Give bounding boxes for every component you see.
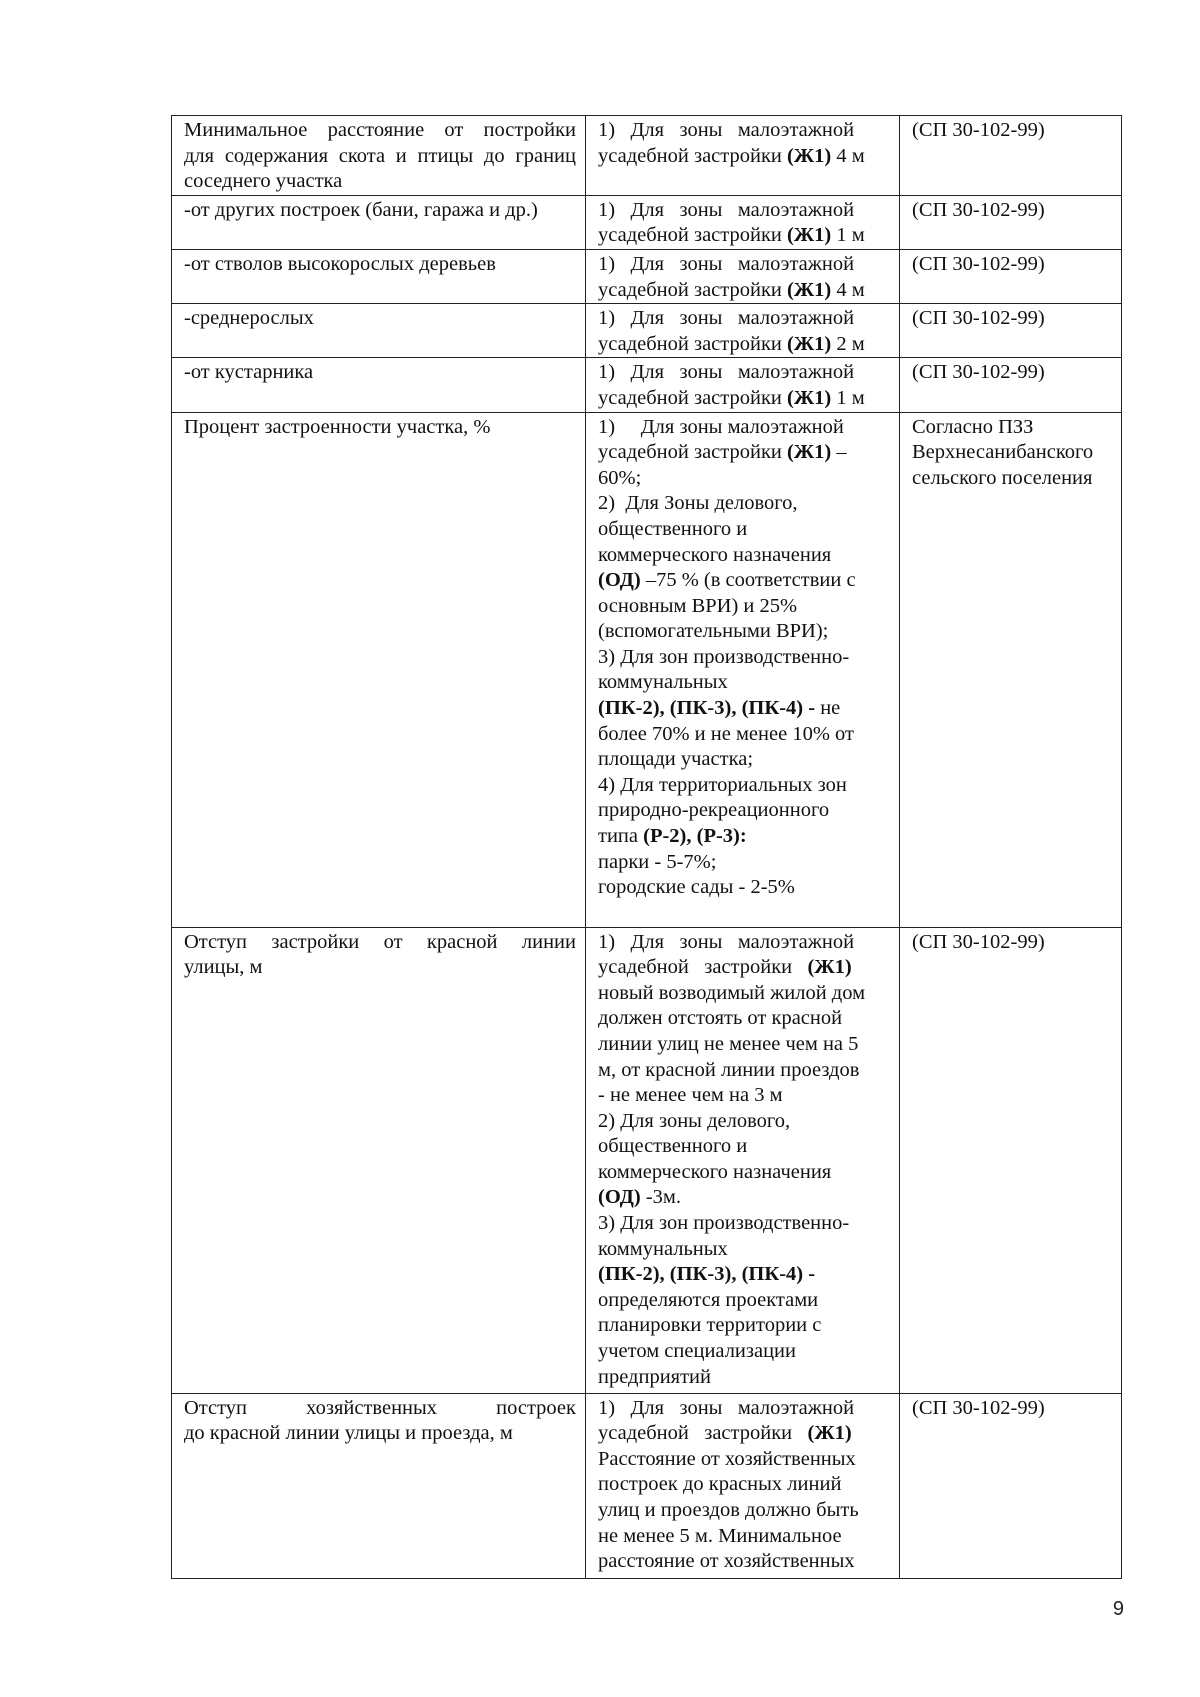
value-text: 1) Для зоны малоэтажной <box>598 307 855 330</box>
source-line: Верхнесанибанского <box>912 441 1094 464</box>
table-row <box>172 358 1122 412</box>
parameter-cell <box>172 358 586 412</box>
value-text: площади участка; <box>598 748 754 771</box>
source-line: сельского поселения <box>912 466 1093 489</box>
zone-code: (Ж1) <box>787 278 832 301</box>
source-line: (СП 30-102-99) <box>912 119 1045 141</box>
value-line <box>598 619 890 645</box>
value-text: типа <box>598 825 644 848</box>
value-line <box>598 1339 890 1365</box>
value-text: 2) Для зоны делового, <box>598 1109 791 1132</box>
value-text: 1) Для зоны малоэтажной <box>598 119 855 141</box>
zone-code: (Ж1) <box>787 441 832 464</box>
value-text: усадебной застройки <box>598 441 788 464</box>
value-text: должен отстоять от красной <box>598 1007 843 1030</box>
value-text: общественного и <box>598 517 748 540</box>
value-line <box>598 594 890 620</box>
value-line <box>598 415 890 441</box>
value-line <box>598 930 890 956</box>
value-text: 1) Для зоны малоэтажной <box>598 415 844 438</box>
value-line <box>598 1058 890 1084</box>
value-text: парки - 5-7%; <box>598 850 717 873</box>
value-text: 1) Для зоны малоэтажной <box>598 1396 855 1419</box>
parameter-cell <box>172 249 586 303</box>
value-text: городские сады - 2-5% <box>598 876 795 899</box>
source-cell <box>900 412 1122 927</box>
table-body <box>172 116 1122 1579</box>
value-line <box>598 1288 890 1314</box>
value-line <box>598 1549 890 1575</box>
parameter-line: Отступ хозяйственных построек <box>184 1396 576 1419</box>
zone-code: (Ж1) <box>787 332 832 355</box>
value-text: более 70% и не менее 10% от <box>598 722 854 745</box>
value-text: учетом специализации <box>598 1340 797 1363</box>
value-text: планировки территории с <box>598 1314 822 1337</box>
value-text: 3) Для зон производственно- <box>598 645 850 668</box>
source-line: (СП 30-102-99) <box>912 198 1045 221</box>
value-text: –75 % (в соответствии с <box>640 569 856 592</box>
value-text: усадебной застройки <box>598 278 788 301</box>
value-text: 1) Для зоны малоэтажной <box>598 252 855 275</box>
value-text: 1 м <box>831 386 865 409</box>
zone-code: (ПК-2), (ПК-3), (ПК-4) - <box>598 1263 816 1286</box>
value-line <box>598 440 890 466</box>
value-line <box>598 144 890 170</box>
parameter-cell <box>172 116 586 196</box>
parameter-line: для содержания скота и птицы до границ <box>184 144 576 167</box>
value-line <box>598 118 890 144</box>
value-line <box>598 1365 890 1391</box>
value-line <box>598 386 890 412</box>
table-row <box>172 412 1122 927</box>
value-text: 4 м <box>831 278 865 301</box>
value-text: не <box>815 697 841 720</box>
value-text: 1) Для зоны малоэтажной <box>598 198 855 221</box>
parameter-line: Минимальное расстояние от постройки <box>184 119 576 141</box>
value-line <box>598 360 890 386</box>
value-cell <box>586 249 900 303</box>
parameter-line: улицы, м <box>184 956 263 979</box>
value-text: 3) Для зон производственно- <box>598 1212 850 1235</box>
value-text: усадебной застройки <box>598 386 788 409</box>
value-line <box>598 1109 890 1135</box>
value-text: 2) Для Зоны делового, <box>598 492 798 515</box>
value-line <box>598 875 890 901</box>
value-text: усадебной застройки <box>598 332 788 355</box>
source-cell <box>900 116 1122 196</box>
value-line <box>598 1211 890 1237</box>
value-line <box>598 981 890 1007</box>
value-line <box>598 1083 890 1109</box>
value-line <box>598 517 890 543</box>
value-text: линии улиц не менее чем на 5 <box>598 1032 859 1055</box>
table-row <box>172 304 1122 358</box>
table-row <box>172 195 1122 249</box>
parameter-cell <box>172 304 586 358</box>
source-line: (СП 30-102-99) <box>912 307 1045 330</box>
value-text: (вспомогательными ВРИ); <box>598 620 829 643</box>
value-text: новый возводимый жилой дом <box>598 981 866 1004</box>
value-line <box>598 670 890 696</box>
zone-code: (ОД) <box>598 569 641 592</box>
table-row <box>172 927 1122 1393</box>
source-line: (СП 30-102-99) <box>912 361 1045 384</box>
parameter-line: -от стволов высокорослых деревьев <box>184 252 496 275</box>
value-text: усадебной застройки <box>598 224 788 247</box>
value-text: Расстояние от хозяйственных <box>598 1447 856 1470</box>
value-text: 1) Для зоны малоэтажной <box>598 361 855 384</box>
value-line <box>598 1472 890 1498</box>
value-text: 1) Для зоны малоэтажной <box>598 930 855 953</box>
source-line: (СП 30-102-99) <box>912 1396 1045 1419</box>
value-text: м, от красной линии проездов <box>598 1058 860 1081</box>
value-line <box>598 1185 890 1211</box>
value-line <box>598 223 890 249</box>
table-row <box>172 249 1122 303</box>
value-line <box>598 1498 890 1524</box>
value-text: коммунальных <box>598 1237 728 1260</box>
parameter-cell <box>172 927 586 1393</box>
parameter-line: -от других построек (бани, гаража и др.) <box>184 198 538 221</box>
value-line <box>598 798 890 824</box>
value-line <box>598 645 890 671</box>
value-line <box>598 466 890 492</box>
value-line <box>598 773 890 799</box>
zone-code: (Ж1) <box>787 144 832 167</box>
value-line <box>598 1396 890 1422</box>
table-row <box>172 116 1122 196</box>
value-line <box>598 1524 890 1550</box>
value-line <box>598 543 890 569</box>
value-line <box>598 1134 890 1160</box>
source-cell <box>900 195 1122 249</box>
value-cell <box>586 927 900 1393</box>
parameter-cell <box>172 1393 586 1578</box>
value-text: построек до красных линий <box>598 1473 842 1496</box>
value-line <box>598 306 890 332</box>
value-line <box>598 747 890 773</box>
zone-code: (Ж1) <box>787 224 832 247</box>
source-cell <box>900 304 1122 358</box>
value-cell <box>586 116 900 196</box>
zone-code: (Ж1) <box>807 1422 852 1445</box>
value-text: – <box>831 441 847 464</box>
source-cell <box>900 1393 1122 1578</box>
parameter-line: -среднерослых <box>184 307 314 330</box>
value-text: предприятий <box>598 1365 712 1388</box>
value-text: усадебной застройки <box>598 144 788 167</box>
value-line <box>598 955 890 981</box>
parameter-cell <box>172 195 586 249</box>
value-text: природно-рекреационного <box>598 799 830 822</box>
source-line: Согласно ПЗЗ <box>912 415 1034 438</box>
parameter-cell <box>172 412 586 927</box>
value-text: основным ВРИ) и 25% <box>598 594 798 617</box>
value-text: коммерческого назначения <box>598 1160 832 1183</box>
value-text: усадебной застройки <box>598 956 808 979</box>
value-line <box>598 696 890 722</box>
value-line <box>598 198 890 224</box>
value-text: расстояние от хозяйственных <box>598 1550 855 1573</box>
value-line <box>598 722 890 748</box>
value-text: не менее 5 м. Минимальное <box>598 1524 842 1547</box>
value-line <box>598 568 890 594</box>
value-text: - не менее чем на 3 м <box>598 1084 783 1107</box>
regulations-table <box>171 115 1122 1579</box>
table-row <box>172 1393 1122 1578</box>
value-cell <box>586 195 900 249</box>
value-text: общественного и <box>598 1135 748 1158</box>
value-text: 2 м <box>831 332 865 355</box>
page-number: 9 <box>1112 1598 1124 1620</box>
value-text: 4) Для территориальных зон <box>598 773 847 796</box>
zone-code: (ОД) <box>598 1186 641 1209</box>
value-cell <box>586 304 900 358</box>
value-line <box>598 1006 890 1032</box>
zone-code: (Ж1) <box>787 386 832 409</box>
parameter-line: Отступ застройки от красной линии <box>184 930 576 953</box>
value-line <box>598 332 890 358</box>
value-line <box>598 1160 890 1186</box>
value-line <box>598 252 890 278</box>
zone-code: (Р-2), (Р-3): <box>643 825 747 848</box>
value-text: коммерческого назначения <box>598 543 832 566</box>
value-cell <box>586 1393 900 1578</box>
source-line: (СП 30-102-99) <box>912 930 1045 953</box>
source-line: (СП 30-102-99) <box>912 252 1045 275</box>
parameter-line: до красной линии улицы и проезда, м <box>184 1422 513 1445</box>
value-text: -3м. <box>640 1186 681 1209</box>
source-cell <box>900 249 1122 303</box>
source-cell <box>900 358 1122 412</box>
value-text: усадебной застройки <box>598 1422 808 1445</box>
value-cell <box>586 358 900 412</box>
value-line <box>598 491 890 517</box>
zone-code: (ПК-2), (ПК-3), (ПК-4) - <box>598 697 816 720</box>
value-text: улиц и проездов должно быть <box>598 1498 859 1521</box>
zone-code: (Ж1) <box>807 956 852 979</box>
value-text: коммунальных <box>598 671 728 694</box>
parameter-line: соседнего участка <box>184 170 343 193</box>
value-text: определяются проектами <box>598 1288 819 1311</box>
value-line <box>598 1447 890 1473</box>
value-line <box>598 850 890 876</box>
value-line <box>598 824 890 850</box>
parameter-line: Процент застроенности участка, % <box>184 415 491 438</box>
value-line <box>598 1032 890 1058</box>
value-text: 4 м <box>831 144 865 167</box>
value-line <box>598 1237 890 1263</box>
value-line <box>598 1262 890 1288</box>
parameter-line: -от кустарника <box>184 361 314 384</box>
value-text: 60%; <box>598 466 642 489</box>
value-cell <box>586 412 900 927</box>
value-line <box>598 1421 890 1447</box>
value-text: 1 м <box>831 224 865 247</box>
value-line <box>598 278 890 304</box>
value-line <box>598 1313 890 1339</box>
source-cell <box>900 927 1122 1393</box>
